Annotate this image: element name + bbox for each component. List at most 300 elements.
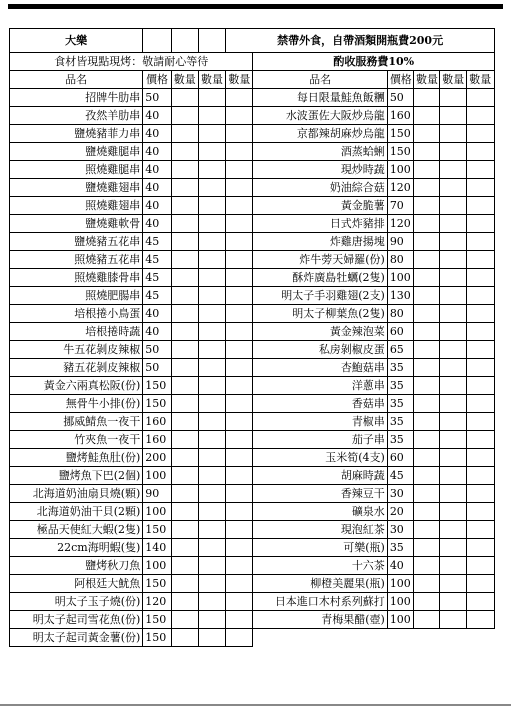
right-qty-cell[interactable] xyxy=(466,269,494,287)
cooking-note: 食材皆現點現烤：敬請耐心等待 xyxy=(10,53,253,71)
right-qty-cell[interactable] xyxy=(440,341,466,359)
right-qty-cell[interactable] xyxy=(466,413,494,431)
right-qty-cell[interactable] xyxy=(466,359,494,377)
right-item-name: 明太子柳葉魚(2隻) xyxy=(253,305,387,323)
menu-row xyxy=(10,557,495,575)
left-qty-cell[interactable] xyxy=(171,233,198,251)
right-qty-cell[interactable] xyxy=(440,413,466,431)
left-item-name: 明太子玉子燒(份) xyxy=(10,593,143,611)
right-qty-cell[interactable] xyxy=(414,557,440,575)
left-qty-cell[interactable] xyxy=(171,323,198,341)
left-qty-cell[interactable] xyxy=(198,395,225,413)
left-item-price: 100 xyxy=(143,503,171,521)
right-qty-cell[interactable] xyxy=(440,575,466,593)
right-item-name: 玉米筍(4支) xyxy=(253,449,387,467)
right-qty-cell[interactable] xyxy=(414,521,440,539)
left-item-price: 45 xyxy=(143,251,171,269)
right-qty-cell[interactable] xyxy=(414,179,440,197)
left-qty-cell[interactable] xyxy=(226,215,253,233)
column-qty-right: 數量 xyxy=(414,71,440,89)
right-item-name: 十六茶 xyxy=(253,557,387,575)
right-item-name: 奶油綜合菇 xyxy=(253,179,387,197)
right-item-price: 80 xyxy=(387,305,413,323)
right-qty-cell[interactable] xyxy=(466,611,494,629)
menu-row xyxy=(10,503,495,521)
left-item-price: 40 xyxy=(143,107,171,125)
column-price-left: 價格 xyxy=(143,71,171,89)
left-qty-cell[interactable] xyxy=(198,215,225,233)
left-qty-cell[interactable] xyxy=(198,305,225,323)
left-qty-cell[interactable] xyxy=(198,539,225,557)
right-qty-cell[interactable] xyxy=(414,107,440,125)
right-qty-cell[interactable] xyxy=(466,377,494,395)
left-qty-cell[interactable] xyxy=(171,467,198,485)
left-qty-cell[interactable] xyxy=(171,251,198,269)
right-qty-cell[interactable] xyxy=(440,233,466,251)
menu-row xyxy=(10,161,495,179)
menu-row xyxy=(10,233,495,251)
left-qty-cell[interactable] xyxy=(198,377,225,395)
left-qty-cell[interactable] xyxy=(198,521,225,539)
right-item-price: 100 xyxy=(387,611,413,629)
right-qty-cell[interactable] xyxy=(414,539,440,557)
right-item-name: 現炒時蔬 xyxy=(253,161,387,179)
left-qty-cell[interactable] xyxy=(171,341,198,359)
right-qty-cell[interactable] xyxy=(440,161,466,179)
right-qty-cell[interactable] xyxy=(466,251,494,269)
left-qty-cell[interactable] xyxy=(226,521,253,539)
left-item-name: 孜然羊肋串 xyxy=(10,107,143,125)
menu-row xyxy=(10,107,495,125)
right-qty-cell[interactable] xyxy=(414,197,440,215)
left-item-price: 50 xyxy=(143,359,171,377)
left-qty-cell[interactable] xyxy=(171,593,198,611)
left-qty-cell[interactable] xyxy=(226,89,253,107)
left-qty-cell[interactable] xyxy=(198,593,225,611)
right-item-name: 日本進口木村系列蘇打 xyxy=(253,593,387,611)
right-qty-cell[interactable] xyxy=(414,269,440,287)
left-qty-cell[interactable] xyxy=(226,125,253,143)
left-qty-cell[interactable] xyxy=(226,557,253,575)
subtitle-row xyxy=(10,53,495,71)
left-qty-cell[interactable] xyxy=(226,305,253,323)
left-qty-cell[interactable] xyxy=(226,161,253,179)
left-qty-cell[interactable] xyxy=(171,197,198,215)
left-qty-cell[interactable] xyxy=(171,611,198,629)
left-qty-cell[interactable] xyxy=(171,161,198,179)
right-qty-cell[interactable] xyxy=(440,611,466,629)
right-qty-cell[interactable] xyxy=(466,539,494,557)
menu-row xyxy=(10,593,495,611)
right-qty-cell[interactable] xyxy=(466,89,494,107)
right-item-name: 洋蔥串 xyxy=(253,377,387,395)
empty-area xyxy=(253,629,387,647)
left-item-price: 40 xyxy=(143,179,171,197)
left-item-price: 90 xyxy=(143,485,171,503)
left-item-price: 150 xyxy=(143,611,171,629)
shop-name: 大樂 xyxy=(10,29,143,53)
left-qty-cell[interactable] xyxy=(171,395,198,413)
right-qty-cell[interactable] xyxy=(466,431,494,449)
right-item-price: 20 xyxy=(387,503,413,521)
empty-area xyxy=(414,629,440,647)
right-item-price: 120 xyxy=(387,179,413,197)
left-qty-cell[interactable] xyxy=(226,233,253,251)
left-item-name: 照燒雞腿串 xyxy=(10,161,143,179)
right-qty-cell[interactable] xyxy=(466,287,494,305)
left-qty-cell[interactable] xyxy=(198,233,225,251)
right-qty-cell[interactable] xyxy=(414,89,440,107)
right-qty-cell[interactable] xyxy=(466,233,494,251)
right-item-name: 黃金辣泡菜 xyxy=(253,323,387,341)
corkage-notice: 禁帶外食，自帶酒類開瓶費200元 xyxy=(226,29,495,53)
right-qty-cell[interactable] xyxy=(414,449,440,467)
left-item-price: 150 xyxy=(143,377,171,395)
left-item-name: 照燒雞膝骨串 xyxy=(10,269,143,287)
right-qty-cell[interactable] xyxy=(440,251,466,269)
right-qty-cell[interactable] xyxy=(414,341,440,359)
menu-row xyxy=(10,269,495,287)
right-qty-cell[interactable] xyxy=(466,107,494,125)
right-item-price: 40 xyxy=(387,557,413,575)
left-qty-cell[interactable] xyxy=(198,161,225,179)
right-qty-cell[interactable] xyxy=(440,179,466,197)
left-qty-cell[interactable] xyxy=(226,413,253,431)
left-item-name: 鹽燒雞翅串 xyxy=(10,179,143,197)
menu-row xyxy=(10,395,495,413)
left-qty-cell[interactable] xyxy=(226,323,253,341)
right-item-price: 35 xyxy=(387,431,413,449)
left-qty-cell[interactable] xyxy=(198,179,225,197)
left-item-name: 北海道奶油扇貝燒(顆) xyxy=(10,485,143,503)
left-qty-cell[interactable] xyxy=(226,179,253,197)
right-qty-cell[interactable] xyxy=(466,557,494,575)
right-qty-cell[interactable] xyxy=(440,197,466,215)
left-qty-cell[interactable] xyxy=(226,287,253,305)
right-qty-cell[interactable] xyxy=(466,449,494,467)
right-item-price: 100 xyxy=(387,269,413,287)
right-qty-cell[interactable] xyxy=(440,377,466,395)
right-item-price: 100 xyxy=(387,593,413,611)
left-qty-cell[interactable] xyxy=(171,539,198,557)
menu-row xyxy=(10,287,495,305)
left-qty-cell[interactable] xyxy=(171,449,198,467)
top-border xyxy=(8,4,503,9)
empty-area xyxy=(440,629,466,647)
right-qty-cell[interactable] xyxy=(414,359,440,377)
left-item-price: 40 xyxy=(143,197,171,215)
right-qty-cell[interactable] xyxy=(414,575,440,593)
left-item-name: 竹夾魚一夜干 xyxy=(10,431,143,449)
left-qty-cell[interactable] xyxy=(226,143,253,161)
left-qty-cell[interactable] xyxy=(171,269,198,287)
left-item-name: 鹽燒雞腿串 xyxy=(10,143,143,161)
right-item-price: 35 xyxy=(387,413,413,431)
right-qty-cell[interactable] xyxy=(440,503,466,521)
left-qty-cell[interactable] xyxy=(198,197,225,215)
menu-row xyxy=(10,377,495,395)
right-item-name: 青梅果醋(壺) xyxy=(253,611,387,629)
left-qty-cell[interactable] xyxy=(226,107,253,125)
left-qty-cell[interactable] xyxy=(226,467,253,485)
right-qty-cell[interactable] xyxy=(466,143,494,161)
left-qty-cell[interactable] xyxy=(171,305,198,323)
left-qty-cell[interactable] xyxy=(198,611,225,629)
menu-row xyxy=(10,197,495,215)
right-qty-cell[interactable] xyxy=(414,125,440,143)
menu-row xyxy=(10,305,495,323)
left-qty-cell[interactable] xyxy=(198,89,225,107)
left-item-name: 招牌牛肋串 xyxy=(10,89,143,107)
left-qty-cell[interactable] xyxy=(226,197,253,215)
right-qty-cell[interactable] xyxy=(440,215,466,233)
right-qty-cell[interactable] xyxy=(466,305,494,323)
left-qty-cell[interactable] xyxy=(198,503,225,521)
right-qty-cell[interactable] xyxy=(414,485,440,503)
left-qty-cell[interactable] xyxy=(198,359,225,377)
right-item-name: 香辣豆干 xyxy=(253,485,387,503)
left-qty-cell[interactable] xyxy=(171,143,198,161)
left-qty-cell[interactable] xyxy=(198,125,225,143)
right-qty-cell[interactable] xyxy=(440,593,466,611)
left-item-price: 150 xyxy=(143,575,171,593)
left-qty-cell[interactable] xyxy=(198,467,225,485)
left-qty-cell[interactable] xyxy=(171,287,198,305)
menu-row xyxy=(10,467,495,485)
right-qty-cell[interactable] xyxy=(466,341,494,359)
left-qty-cell[interactable] xyxy=(226,575,253,593)
right-qty-cell[interactable] xyxy=(440,143,466,161)
left-qty-cell[interactable] xyxy=(198,323,225,341)
left-item-price: 160 xyxy=(143,431,171,449)
left-qty-cell[interactable] xyxy=(226,359,253,377)
left-qty-cell[interactable] xyxy=(226,593,253,611)
right-qty-cell[interactable] xyxy=(440,431,466,449)
right-qty-cell[interactable] xyxy=(466,395,494,413)
right-qty-cell[interactable] xyxy=(414,305,440,323)
right-qty-cell[interactable] xyxy=(440,323,466,341)
left-qty-cell[interactable] xyxy=(226,269,253,287)
right-qty-cell[interactable] xyxy=(440,359,466,377)
right-qty-cell[interactable] xyxy=(466,485,494,503)
left-qty-cell[interactable] xyxy=(198,413,225,431)
right-qty-cell[interactable] xyxy=(466,575,494,593)
right-qty-cell[interactable] xyxy=(440,89,466,107)
right-item-price: 100 xyxy=(387,575,413,593)
right-item-name: 胡麻時蔬 xyxy=(253,467,387,485)
right-qty-cell[interactable] xyxy=(414,467,440,485)
right-item-price: 60 xyxy=(387,449,413,467)
left-qty-cell[interactable] xyxy=(171,125,198,143)
right-item-price: 150 xyxy=(387,125,413,143)
right-qty-cell[interactable] xyxy=(414,503,440,521)
right-qty-cell[interactable] xyxy=(414,143,440,161)
right-qty-cell[interactable] xyxy=(440,449,466,467)
right-qty-cell[interactable] xyxy=(440,467,466,485)
right-qty-cell[interactable] xyxy=(466,179,494,197)
left-qty-cell[interactable] xyxy=(171,89,198,107)
left-qty-cell[interactable] xyxy=(171,359,198,377)
column-qty-left: 數量 xyxy=(198,71,225,89)
column-price-right: 價格 xyxy=(387,71,413,89)
right-item-name: 日式炸豬排 xyxy=(253,215,387,233)
right-qty-cell[interactable] xyxy=(414,161,440,179)
menu-row xyxy=(10,485,495,503)
right-item-name: 炸牛蒡天婦羅(份) xyxy=(253,251,387,269)
left-qty-cell[interactable] xyxy=(198,485,225,503)
right-item-price: 50 xyxy=(387,89,413,107)
right-item-name: 黃金脆薯 xyxy=(253,197,387,215)
left-qty-cell[interactable] xyxy=(198,449,225,467)
right-qty-cell[interactable] xyxy=(414,431,440,449)
right-item-price: 90 xyxy=(387,233,413,251)
right-qty-cell[interactable] xyxy=(466,197,494,215)
left-qty-cell[interactable] xyxy=(226,431,253,449)
left-qty-cell[interactable] xyxy=(226,539,253,557)
left-item-price: 100 xyxy=(143,467,171,485)
right-qty-cell[interactable] xyxy=(414,323,440,341)
right-qty-cell[interactable] xyxy=(414,413,440,431)
left-qty-cell[interactable] xyxy=(198,557,225,575)
right-qty-cell[interactable] xyxy=(414,215,440,233)
left-qty-cell[interactable] xyxy=(226,377,253,395)
left-qty-cell[interactable] xyxy=(226,449,253,467)
left-qty-cell[interactable] xyxy=(226,395,253,413)
left-item-price: 160 xyxy=(143,413,171,431)
left-item-price: 50 xyxy=(143,89,171,107)
right-qty-cell[interactable] xyxy=(414,251,440,269)
menu-row xyxy=(10,179,495,197)
menu-row xyxy=(10,413,495,431)
menu-row xyxy=(10,629,495,647)
right-qty-cell[interactable] xyxy=(440,557,466,575)
left-qty-cell[interactable] xyxy=(198,107,225,125)
left-item-name: 鹽燒豬菲力串 xyxy=(10,125,143,143)
right-item-price: 45 xyxy=(387,467,413,485)
left-qty-cell[interactable] xyxy=(226,341,253,359)
left-item-name: 挪威鯖魚一夜干 xyxy=(10,413,143,431)
right-item-price: 35 xyxy=(387,359,413,377)
left-qty-cell[interactable] xyxy=(198,269,225,287)
left-qty-cell[interactable] xyxy=(226,503,253,521)
left-qty-cell[interactable] xyxy=(198,251,225,269)
left-item-name: 明太子起司雪花魚(份) xyxy=(10,611,143,629)
right-qty-cell[interactable] xyxy=(440,107,466,125)
right-qty-cell[interactable] xyxy=(466,521,494,539)
right-qty-cell[interactable] xyxy=(440,539,466,557)
left-qty-cell[interactable] xyxy=(171,575,198,593)
left-item-name: 培根捲小鳥蛋 xyxy=(10,305,143,323)
left-item-price: 140 xyxy=(143,539,171,557)
left-qty-cell[interactable] xyxy=(198,575,225,593)
column-item-right: 品名 xyxy=(253,71,387,89)
left-qty-cell[interactable] xyxy=(171,629,198,647)
right-qty-cell[interactable] xyxy=(440,395,466,413)
right-qty-cell[interactable] xyxy=(440,125,466,143)
left-qty-cell[interactable] xyxy=(198,629,225,647)
right-qty-cell[interactable] xyxy=(440,521,466,539)
right-item-price: 30 xyxy=(387,521,413,539)
left-item-price: 40 xyxy=(143,215,171,233)
right-qty-cell[interactable] xyxy=(466,125,494,143)
right-qty-cell[interactable] xyxy=(414,233,440,251)
left-qty-cell[interactable] xyxy=(226,611,253,629)
right-qty-cell[interactable] xyxy=(414,593,440,611)
left-item-name: 無骨牛小排(份) xyxy=(10,395,143,413)
right-item-price: 100 xyxy=(387,161,413,179)
menu-row xyxy=(10,341,495,359)
menu-row xyxy=(10,449,495,467)
left-qty-cell[interactable] xyxy=(171,431,198,449)
menu-row xyxy=(10,521,495,539)
left-item-price: 45 xyxy=(143,287,171,305)
left-qty-cell[interactable] xyxy=(198,287,225,305)
menu-row xyxy=(10,251,495,269)
right-qty-cell[interactable] xyxy=(440,485,466,503)
right-qty-cell[interactable] xyxy=(466,503,494,521)
right-qty-cell[interactable] xyxy=(414,377,440,395)
left-qty-cell[interactable] xyxy=(171,413,198,431)
right-qty-cell[interactable] xyxy=(414,287,440,305)
left-qty-cell[interactable] xyxy=(171,557,198,575)
right-qty-cell[interactable] xyxy=(466,467,494,485)
left-qty-cell[interactable] xyxy=(171,215,198,233)
left-item-name: 北海道奶油干貝(2顆) xyxy=(10,503,143,521)
right-item-name: 明太子手羽雞翅(2支) xyxy=(253,287,387,305)
left-qty-cell[interactable] xyxy=(198,341,225,359)
right-qty-cell[interactable] xyxy=(440,305,466,323)
left-qty-cell[interactable] xyxy=(198,431,225,449)
left-qty-cell[interactable] xyxy=(171,179,198,197)
right-qty-cell[interactable] xyxy=(440,269,466,287)
right-item-name: 私房剝椒皮蛋 xyxy=(253,341,387,359)
left-qty-cell[interactable] xyxy=(171,521,198,539)
left-item-price: 45 xyxy=(143,233,171,251)
right-qty-cell[interactable] xyxy=(466,161,494,179)
left-qty-cell[interactable] xyxy=(171,485,198,503)
right-item-price: 35 xyxy=(387,539,413,557)
column-qty-right: 數量 xyxy=(440,71,466,89)
left-item-price: 200 xyxy=(143,449,171,467)
left-qty-cell[interactable] xyxy=(171,377,198,395)
right-qty-cell[interactable] xyxy=(414,611,440,629)
right-qty-cell[interactable] xyxy=(466,593,494,611)
right-qty-cell[interactable] xyxy=(466,215,494,233)
left-qty-cell[interactable] xyxy=(171,107,198,125)
right-qty-cell[interactable] xyxy=(466,323,494,341)
left-qty-cell[interactable] xyxy=(226,251,253,269)
column-qty-right: 數量 xyxy=(466,71,494,89)
left-item-price: 120 xyxy=(143,593,171,611)
right-item-name: 青椒串 xyxy=(253,413,387,431)
left-qty-cell[interactable] xyxy=(226,629,253,647)
left-qty-cell[interactable] xyxy=(198,143,225,161)
left-item-price: 45 xyxy=(143,269,171,287)
column-qty-left: 數量 xyxy=(171,71,198,89)
left-item-price: 150 xyxy=(143,395,171,413)
left-qty-cell[interactable] xyxy=(171,503,198,521)
right-item-price: 80 xyxy=(387,251,413,269)
left-item-name: 鹽烤鮭魚肚(份) xyxy=(10,449,143,467)
right-qty-cell[interactable] xyxy=(414,395,440,413)
right-item-price: 65 xyxy=(387,341,413,359)
left-qty-cell[interactable] xyxy=(226,485,253,503)
right-qty-cell[interactable] xyxy=(440,287,466,305)
right-item-name: 京都辣胡麻炒烏龍 xyxy=(253,125,387,143)
menu-row xyxy=(10,143,495,161)
right-item-price: 35 xyxy=(387,377,413,395)
left-item-name: 22cm海明蝦(隻) xyxy=(10,539,143,557)
